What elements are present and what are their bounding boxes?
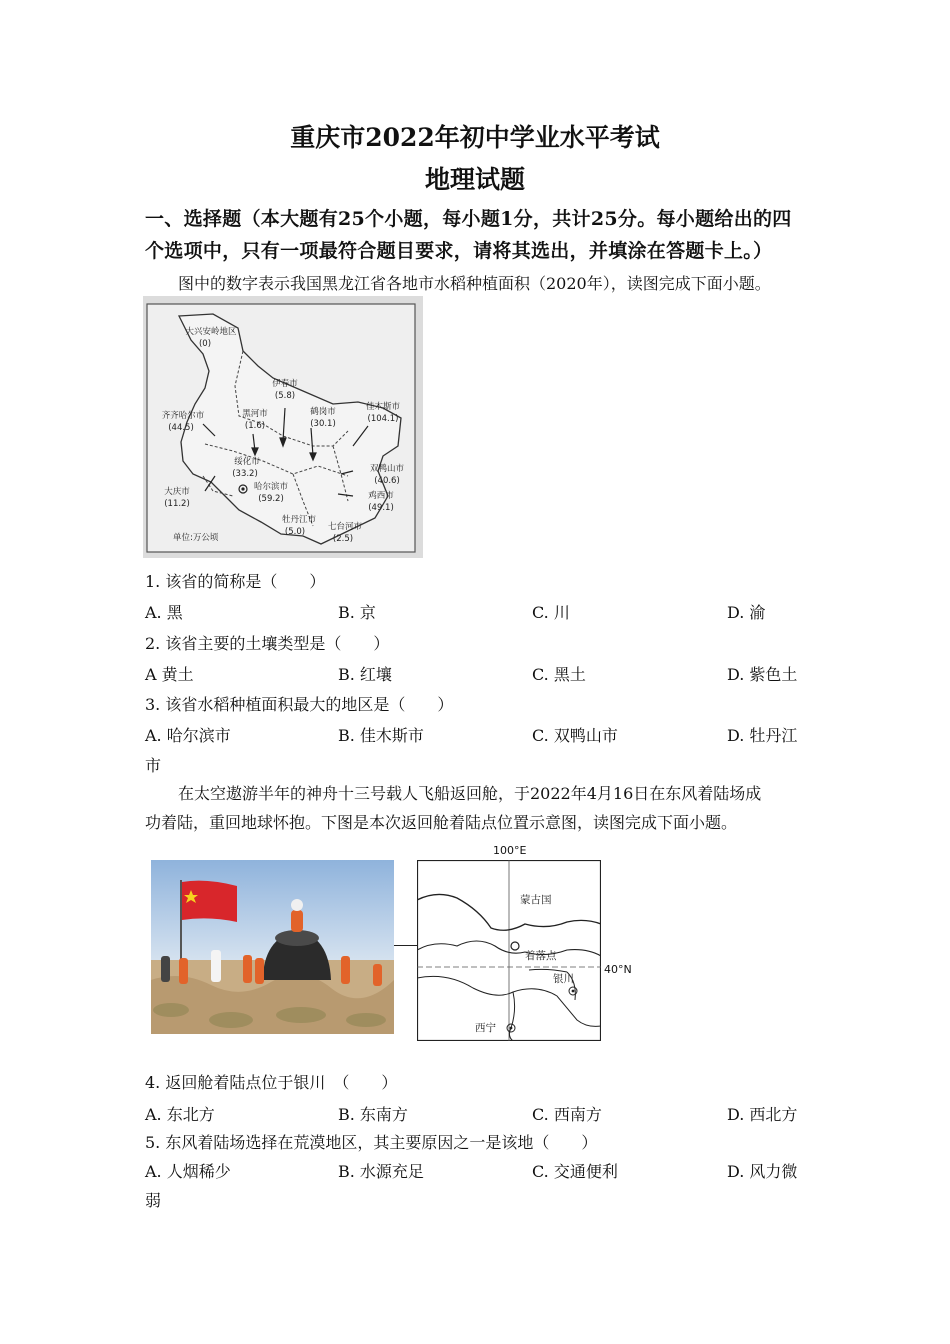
question-4-stem: 4. 返回舱着陆点位于银川 （ ） (145, 1073, 398, 1092)
map1-value-yichun: (5.8) (274, 391, 296, 401)
meridian-label: 100°E (493, 844, 527, 857)
q1-option-b[interactable]: B. 京 (338, 603, 376, 622)
map1-unit: 单位:万公顷 (173, 533, 219, 543)
capsule-landing-photo (151, 860, 394, 1034)
q3-option-d-wrap: 市 (145, 756, 162, 775)
parallel-label: 40°N (604, 963, 632, 976)
map1-value-shuangyashan: (40.6) (374, 476, 400, 486)
question-3-stem: 3. 该省水稻种植面积最大的地区是（ ） (145, 695, 454, 714)
map1-label-daxinganling: 大兴安岭地区 (185, 327, 237, 337)
map2-landing-label: 着落点 (525, 950, 557, 962)
page-subtitle: 地理试题 (424, 165, 525, 194)
map1-value-mudanjiang: (5.0) (284, 527, 306, 537)
q3-option-d[interactable]: D. 牡丹江 (727, 726, 798, 745)
q5-option-c[interactable]: C. 交通便利 (532, 1162, 618, 1181)
map1-label-qiqihar: 齐齐哈尔市 (161, 411, 205, 421)
map2-city-yinchuan: 银川 (553, 973, 574, 985)
map1-label-yichun: 伊春市 (272, 379, 298, 389)
map2-country-label: 蒙古国 (520, 894, 552, 906)
map1-label-suihua: 绥化市 (234, 457, 260, 467)
map1-label-harbin: 哈尔滨市 (253, 482, 289, 492)
map1-label-mudanjiang: 牡丹江市 (281, 515, 317, 525)
q5-option-d-wrap: 弱 (145, 1191, 162, 1210)
section-heading-line1: 一、选择题（本大题有25个小题，每小题1分，共计25分。每小题给出的四 (145, 208, 792, 230)
q1-option-d[interactable]: D. 渝 (727, 603, 766, 622)
q5-option-d[interactable]: D. 风力微 (727, 1162, 798, 1181)
heilongjiang-map (143, 296, 423, 558)
map1-label-qitaihe: 七台河市 (327, 522, 363, 532)
question-1-stem: 1. 该省的简称是（ ） (145, 572, 326, 591)
map1-value-suihua: (33.2) (232, 469, 258, 479)
map1-value-hegang: (30.1) (310, 419, 336, 429)
map1-label-jiamusi: 佳木斯市 (365, 402, 401, 412)
map1-value-daxinganling: (0) (198, 339, 212, 349)
q1-option-a[interactable]: A. 黑 (145, 603, 183, 622)
q3-option-c[interactable]: C. 双鸭山市 (532, 726, 618, 745)
q2-option-b[interactable]: B. 红壤 (338, 665, 392, 684)
q3-option-a[interactable]: A. 哈尔滨市 (145, 726, 231, 745)
q5-option-a[interactable]: A. 人烟稀少 (145, 1162, 231, 1181)
map1-value-qitaihe: (2.5) (332, 534, 354, 544)
question-5-stem: 5. 东风着陆场选择在荒漠地区，其主要原因之一是该地（ ） (145, 1133, 598, 1152)
q2-option-c[interactable]: C. 黑土 (532, 665, 586, 684)
intro-text-2-line2: 功着陆，重回地球怀抱。下图是本次返回舱着陆点位置示意图，读图完成下面小题。 (145, 813, 738, 832)
map1-value-heihe: (1.6) (244, 421, 266, 431)
map1-value-jiamusi: (104.1) (367, 414, 399, 424)
intro-text-1: 图中的数字表示我国黑龙江省各地市水稻种植面积（2020年），读图完成下面小题。 (178, 274, 771, 293)
q4-option-d[interactable]: D. 西北方 (727, 1105, 798, 1124)
section-heading-line2: 个选项中，只有一项最符合题目要求，请将其选出，并填涂在答题卡上。） (145, 240, 773, 262)
map1-label-daqing: 大庆市 (164, 487, 190, 497)
map1-value-harbin: (59.2) (258, 494, 284, 504)
map1-label-heihe: 黑河市 (242, 409, 268, 419)
map1-value-qiqihar: (44.5) (168, 423, 194, 433)
q3-option-b[interactable]: B. 佳木斯市 (338, 726, 424, 745)
q4-option-a[interactable]: A. 东北方 (145, 1105, 215, 1124)
map2-city-xining: 西宁 (475, 1022, 496, 1034)
q5-option-b[interactable]: B. 水源充足 (338, 1162, 424, 1181)
q2-option-d[interactable]: D. 紫色土 (727, 665, 798, 684)
page-title: 重庆市2022年初中学业水平考试 (290, 123, 660, 152)
map1-label-jixi: 鸡西市 (368, 491, 394, 501)
q2-option-a[interactable]: A 黄土 (145, 665, 194, 684)
map1-value-daqing: (11.2) (164, 499, 190, 509)
q4-option-b[interactable]: B. 东南方 (338, 1105, 408, 1124)
question-2-stem: 2. 该省主要的土壤类型是（ ） (145, 634, 390, 653)
map1-label-hegang: 鹤岗市 (310, 407, 336, 417)
landing-site-map (417, 860, 601, 1041)
intro-text-2-line1: 在太空遨游半年的神舟十三号载人飞船返回舱，于2022年4月16日在东风着陆场成 (178, 784, 762, 803)
map1-value-jixi: (49.1) (368, 503, 394, 513)
map1-label-shuangyashan: 双鸭山市 (369, 464, 405, 474)
q1-option-c[interactable]: C. 川 (532, 603, 570, 622)
q4-option-c[interactable]: C. 西南方 (532, 1105, 602, 1124)
